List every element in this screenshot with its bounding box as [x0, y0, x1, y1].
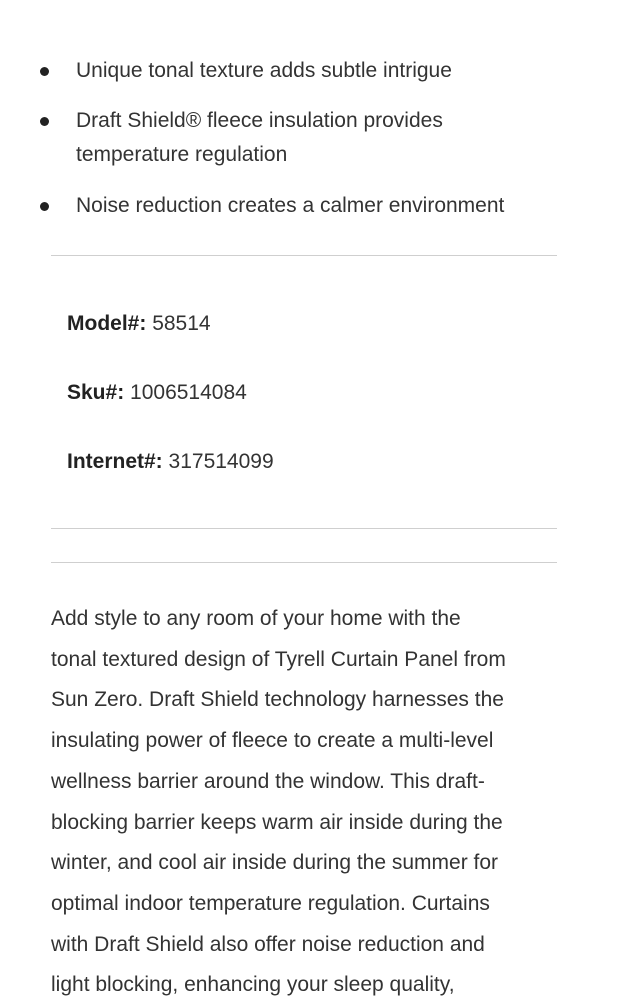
spec-internet: [67, 448, 274, 476]
spec-internet-label: Internet#:: [67, 450, 163, 473]
feature-line: temperature regulation: [76, 143, 288, 166]
description-line: Add style to any room of your home with the: [51, 607, 461, 630]
description-line: Sun Zero. Draft Shield technology harnesses the: [51, 688, 504, 712]
spec-model: [67, 310, 211, 338]
product-description: [51, 599, 571, 1006]
feature-text: [76, 104, 556, 172]
feature-line: Noise reduction creates a calmer environment: [76, 194, 505, 217]
bullet-dot-icon: [40, 117, 49, 126]
description-line: blocking barrier keeps warm air inside during the: [51, 810, 503, 834]
description-line: winter, and cool air inside during the summer for: [51, 851, 499, 875]
spec-internet-value: 317514099: [168, 450, 274, 473]
bullet-dot-icon: [40, 67, 49, 76]
spec-sku: [67, 379, 247, 407]
spec-model-value: 58514: [152, 312, 211, 335]
description-line: tonal textured design of Tyrell Curtain Panel from: [51, 647, 506, 671]
feature-line: Draft Shield® fleece insulation provides: [76, 109, 443, 132]
description-line: with Draft Shield also offer noise reduction and: [51, 932, 485, 956]
section-divider: [51, 528, 557, 529]
description-line: optimal indoor temperature regulation. Curtains: [51, 891, 490, 915]
spec-sku-label: Sku#:: [67, 381, 125, 404]
description-line: light blocking, enhancing your sleep quality,: [51, 973, 455, 997]
section-divider: [51, 562, 557, 563]
feature-line: Unique tonal texture adds subtle intrigue: [76, 59, 452, 82]
spec-model-label: Model#:: [67, 312, 147, 335]
spec-sku-value: 1006514084: [130, 381, 247, 404]
bullet-dot-icon: [40, 202, 49, 211]
description-line: wellness barrier around the window. This draft-: [51, 769, 485, 793]
feature-text: [76, 54, 556, 88]
section-divider: [51, 255, 557, 256]
feature-text: [76, 189, 556, 223]
description-line: insulating power of fleece to create a multi-level: [51, 729, 494, 753]
